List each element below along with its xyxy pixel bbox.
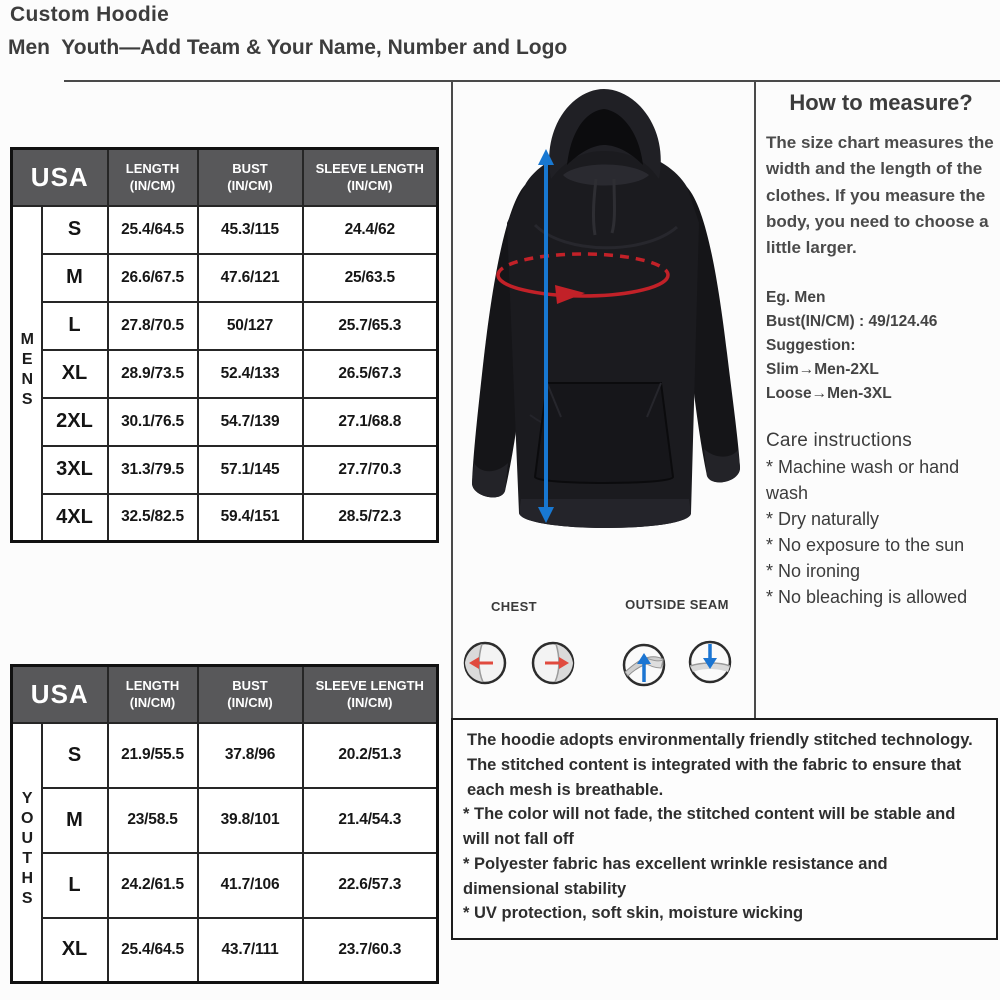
youths-sleeve-header: SLEEVE LENGTH (IN/CM) — [303, 666, 438, 723]
youths-bust-header: BUST (IN/CM) — [198, 666, 303, 723]
mens-usa-header: USA — [12, 149, 108, 206]
care-item: * Dry naturally — [766, 508, 880, 529]
sleeve-cell: 25/63.5 — [303, 254, 438, 302]
length-cell: 21.9/55.5 — [108, 723, 198, 788]
circle-blue-arrow-up-icon — [620, 638, 668, 690]
size-cell: S — [42, 723, 108, 788]
care-item: * No exposure to the sun — [766, 535, 965, 556]
table-row — [12, 398, 438, 446]
bust-cell: 50/127 — [198, 302, 303, 350]
example-line: Slim→Men-2XL — [766, 360, 879, 378]
bust-cell: 57.1/145 — [198, 446, 303, 494]
youths-size-table — [10, 664, 439, 984]
length-cell: 23/58.5 — [108, 788, 198, 853]
top-divider-line — [64, 80, 1000, 82]
size-example-block — [766, 286, 996, 406]
mens-sleeve-header: SLEEVE LENGTH (IN/CM) — [303, 149, 438, 206]
bust-cell: 41.7/106 — [198, 853, 303, 918]
mens-length-header: LENGTH (IN/CM) — [108, 149, 198, 206]
chest-label: CHEST — [490, 599, 538, 614]
table-row — [12, 918, 438, 983]
length-cell: 26.6/67.5 — [108, 254, 198, 302]
measure-panel-title: How to measure? — [789, 90, 973, 115]
circle-red-arrow-left-icon — [461, 636, 509, 688]
table-row — [12, 494, 438, 542]
length-cell: 32.5/82.5 — [108, 494, 198, 542]
circle-blue-arrow-down-icon — [686, 635, 734, 687]
right-divider-line — [754, 80, 756, 720]
length-cell: 25.4/64.5 — [108, 918, 198, 983]
product-description-box — [451, 718, 998, 940]
sleeve-cell: 21.4/54.3 — [303, 788, 438, 853]
bust-cell: 54.7/139 — [198, 398, 303, 446]
description-line: * The color will not fade, the stitched content will be stable and will not fall off — [463, 805, 956, 848]
length-cell: 27.8/70.5 — [108, 302, 198, 350]
size-cell: L — [42, 302, 108, 350]
page-title: Custom Hoodie — [10, 3, 170, 26]
youths-usa-header: USA — [12, 666, 108, 723]
bust-cell: 39.8/101 — [198, 788, 303, 853]
mens-size-table — [10, 147, 439, 543]
bust-cell: 37.8/96 — [198, 723, 303, 788]
size-cell: L — [42, 853, 108, 918]
description-line: The hoodie adopts environmentally friendly stitched technology. The stitched content is integrated with the fabric to ensure that each mesh is breathable. — [467, 731, 973, 799]
measure-panel-body: The size chart measures the width and the length of the clothes. If you measure the body, you need to choose a little larger. — [766, 133, 994, 258]
table-row — [12, 723, 438, 788]
hoodie-product-image — [455, 85, 753, 585]
description-line: * UV protection, soft skin, moisture wicking — [463, 904, 804, 923]
length-cell: 24.2/61.5 — [108, 853, 198, 918]
length-cell: 31.3/79.5 — [108, 446, 198, 494]
sleeve-cell: 23.7/60.3 — [303, 918, 438, 983]
youths-length-header: LENGTH (IN/CM) — [108, 666, 198, 723]
care-instructions-title: Care instructions — [766, 429, 912, 451]
table-row — [12, 853, 438, 918]
example-line: Bust(IN/CM) : 49/124.46 — [766, 312, 938, 330]
sleeve-cell: 22.6/57.3 — [303, 853, 438, 918]
table-row — [12, 254, 438, 302]
sleeve-cell: 20.2/51.3 — [303, 723, 438, 788]
care-item: * No ironing — [766, 561, 861, 582]
table-row — [12, 788, 438, 853]
mens-bust-header: BUST (IN/CM) — [198, 149, 303, 206]
size-cell: 4XL — [42, 494, 108, 542]
mens-side-label: MENS — [12, 206, 42, 542]
size-cell: 3XL — [42, 446, 108, 494]
page-subtitle: Men Youth—Add Team & Your Name, Number and Logo — [8, 36, 568, 59]
size-cell: M — [42, 788, 108, 853]
size-cell: S — [42, 206, 108, 254]
bust-cell: 43.7/111 — [198, 918, 303, 983]
bust-cell: 45.3/115 — [198, 206, 303, 254]
example-line: Loose→Men-3XL — [766, 384, 892, 402]
table-row — [12, 446, 438, 494]
outside-seam-label: OUTSIDE SEAM — [625, 597, 729, 612]
how-to-measure-panel — [766, 90, 996, 610]
example-line: Eg. Men — [766, 288, 826, 306]
sleeve-cell: 26.5/67.3 — [303, 350, 438, 398]
bust-cell: 47.6/121 — [198, 254, 303, 302]
circle-red-arrow-right-icon — [529, 636, 577, 688]
care-item: * No bleaching is allowed — [766, 587, 968, 608]
length-cell: 28.9/73.5 — [108, 350, 198, 398]
length-cell: 30.1/76.5 — [108, 398, 198, 446]
middle-divider-line — [451, 80, 453, 720]
sleeve-cell: 27.7/70.3 — [303, 446, 438, 494]
table-row — [12, 302, 438, 350]
youths-side-label: YOUTHS — [12, 723, 42, 983]
size-cell: M — [42, 254, 108, 302]
size-cell: XL — [42, 350, 108, 398]
description-line: * Polyester fabric has excellent wrinkle resistance and dimensional stability — [463, 854, 888, 898]
example-line: Suggestion: — [766, 336, 856, 354]
bust-cell: 52.4/133 — [198, 350, 303, 398]
care-instructions-block — [766, 430, 996, 611]
length-cell: 25.4/64.5 — [108, 206, 198, 254]
table-row — [12, 206, 438, 254]
sleeve-cell: 27.1/68.8 — [303, 398, 438, 446]
table-row — [12, 350, 438, 398]
bust-cell: 59.4/151 — [198, 494, 303, 542]
sleeve-cell: 28.5/72.3 — [303, 494, 438, 542]
sleeve-cell: 25.7/65.3 — [303, 302, 438, 350]
size-cell: XL — [42, 918, 108, 983]
sleeve-cell: 24.4/62 — [303, 206, 438, 254]
size-cell: 2XL — [42, 398, 108, 446]
care-item: * Machine wash or hand wash — [766, 456, 960, 503]
